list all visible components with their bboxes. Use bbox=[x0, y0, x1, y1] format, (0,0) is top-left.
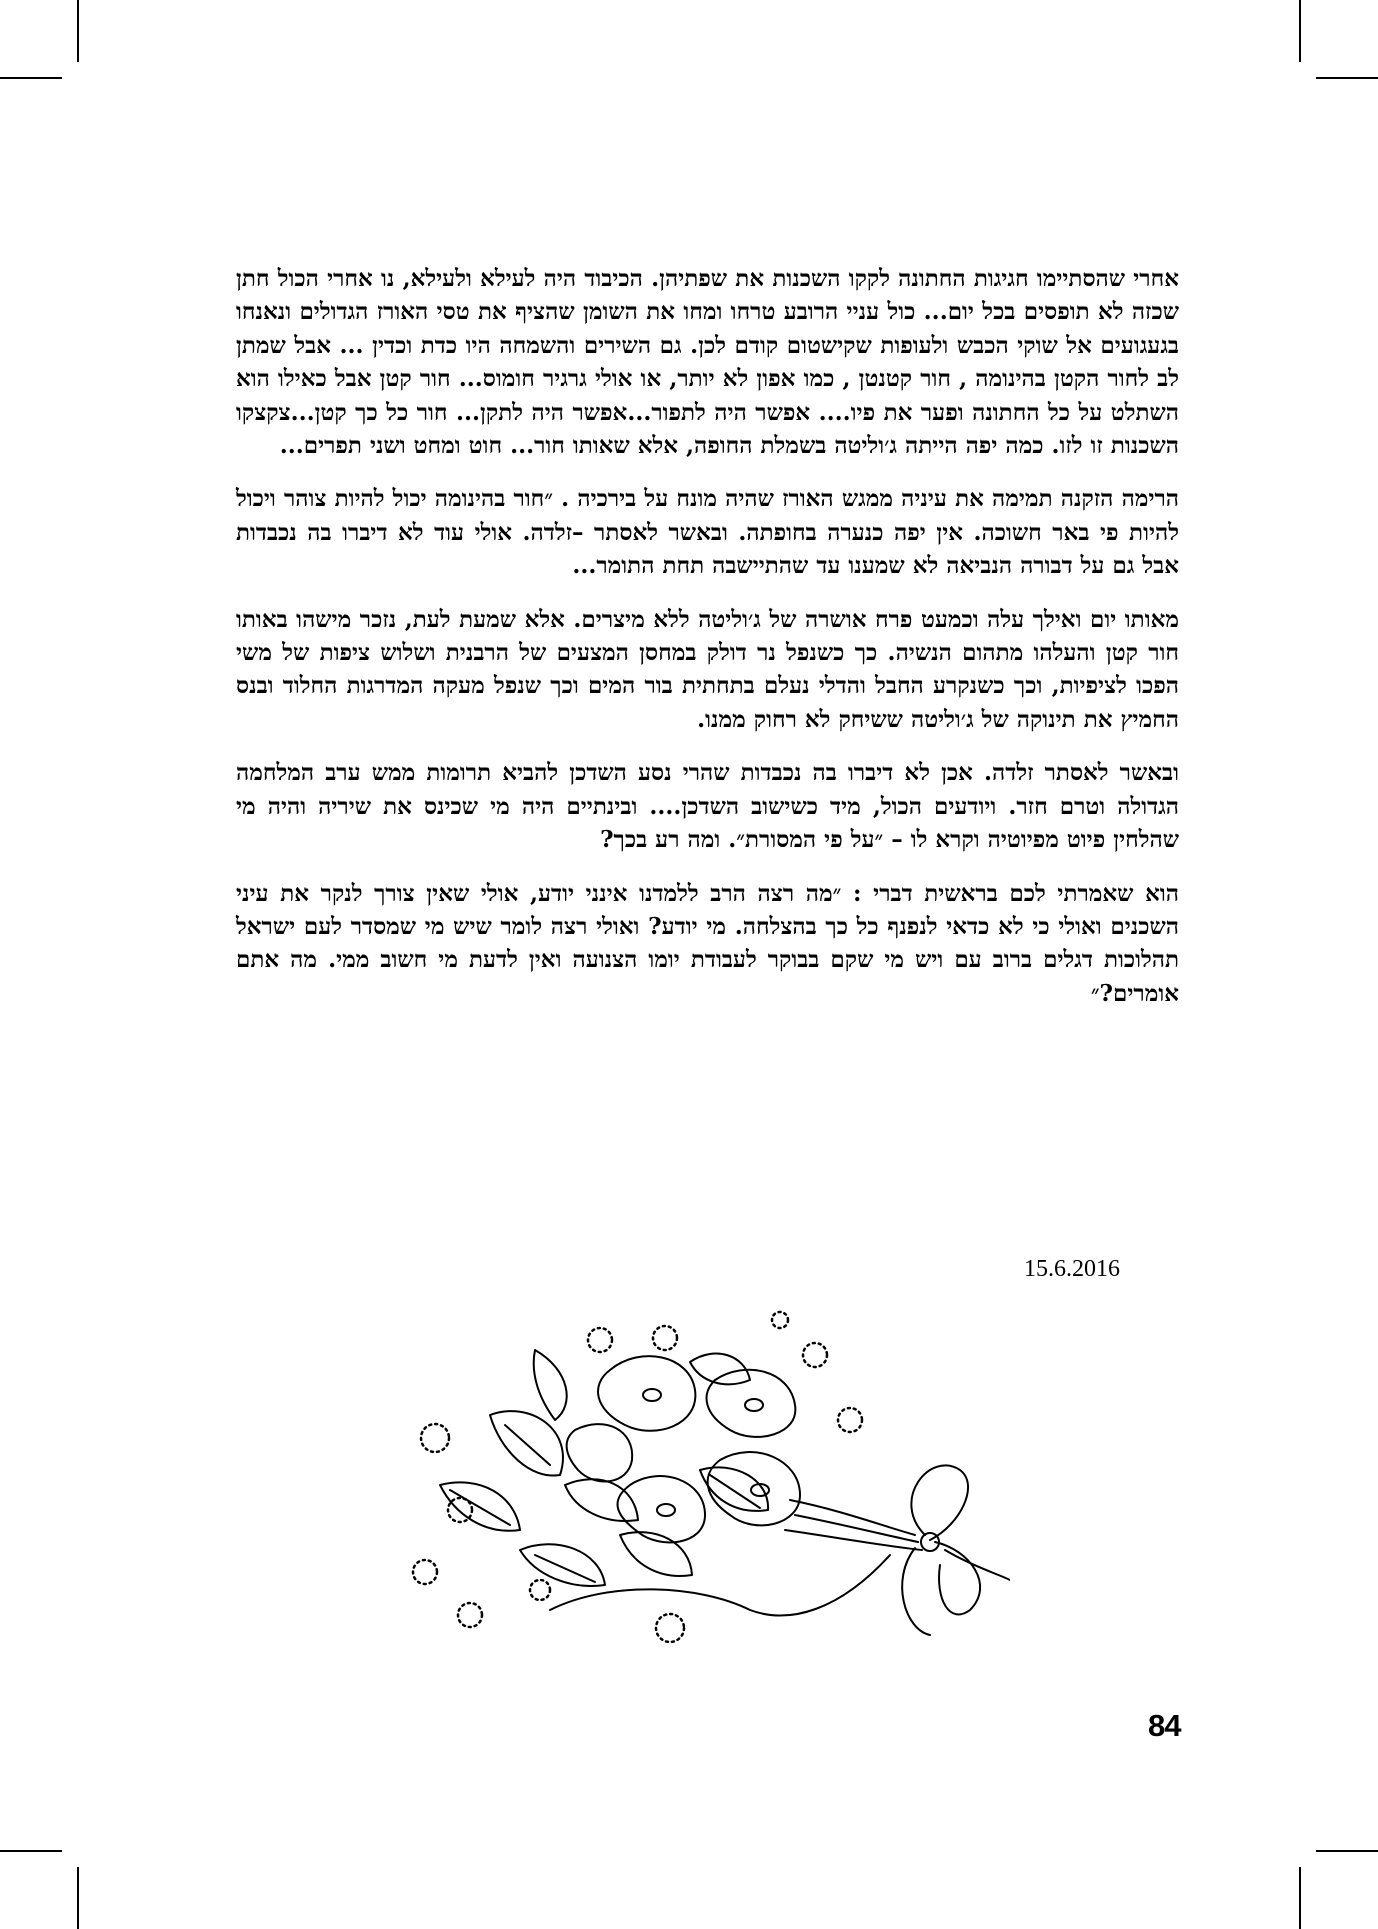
paragraph-4: ובאשר לאסתר זלדה. אכן לא דיברו בה נכבדות שהרי נסע השדכן להביא תרומות ממש ערב המלחמה הגדולה וטרם חזר. ויודעים הכול, מיד כשישוב השדכן.... ובינתיים היה מי שכינס את שיריה והיה מי שהלחין פיוט מפיוטיה וקרא לו – ״על פי המסורת״. ומה רע בכך? bbox=[236, 759, 1179, 854]
stems bbox=[550, 1500, 922, 1615]
crop-mark-bottom-right-horizontal bbox=[1316, 1850, 1378, 1852]
crop-mark-bottom-left-vertical bbox=[77, 1867, 79, 1929]
paragraph-2: הרימה הזקנה תמימה את עיניה ממגש האורז שהיה מונח על בירכיה . ״חור בהינומה יכול להיות צוהר ויכול להיות פי באר חשוכה. אין יפה כנערה בחופתה. ובאשר לאסתר –זלדה. אולי עוד לא דיברו בה נכבדות אבל גם על דבורה הנביאה לא שמענו עד שהתיישבה תחת התומר... bbox=[236, 485, 1179, 580]
crop-mark-top-right-vertical bbox=[1299, 0, 1301, 62]
crop-mark-top-right-horizontal bbox=[1316, 77, 1378, 79]
flower-bouquet-illustration bbox=[370, 1310, 1010, 1650]
paragraph-3: מאותו יום ואילך עלה וכמעט פרח אושרה של ג׳וליטה ללא מיצרים. אלא שמעת לעת, נזכר מישהו באותו חור קטן והעלהו מתהום הנשיה. כך כשנפל נר דולק במחסן המצעים של הרבנית ושלוש ציפות של משי הפכו לציפיות, וכך כשנקרע החבל והדלי נעלם בתחתית בור המים וכך שנפל מעקה המדרגות החלוד ובנס החמיץ את תינוקה של ג׳וליטה ששיחק לא רחוק ממנו. bbox=[236, 605, 1179, 733]
page-number: 84 bbox=[1148, 1708, 1181, 1743]
leaves bbox=[440, 1350, 768, 1586]
paragraph-5: הוא שאמרתי לכם בראשית דברי : ״מה רצה הרב ללמדנו אינני יודע, אולי שאין צורך לנקר את עיני השכנים ואולי כי לא כדאי לנפנף כל כך בהצלחה. מי יודע? ואולי רצה לומר שיש מי שמסדר לעם ישראל תהלוכות דגלים ברוב עם ויש מי שקם בבוקר לעבודת יומו הצנועה ואין לדעת מי חשוב ממי. מה אתם אומרים?״ bbox=[236, 879, 1179, 1007]
crop-mark-bottom-right-vertical bbox=[1299, 1867, 1301, 1929]
flowers bbox=[567, 1356, 800, 1542]
crop-mark-top-left-vertical bbox=[77, 0, 79, 62]
crop-mark-top-left-horizontal bbox=[0, 77, 62, 79]
body-text bbox=[236, 262, 1179, 1030]
date: 15.6.2016 bbox=[1024, 1256, 1120, 1282]
crop-mark-bottom-left-horizontal bbox=[0, 1850, 62, 1852]
paragraph-1: אחרי שהסתיימו חגיגות החתונה לקקו השכנות את שפתיהן. הכיבוד היה לעילא ולעילא, נו אחרי הכול חתן שכזה לא תופסים בכל יום... כול עניי הרובע טרחו ומחו את השומן שהציף את טסי האורז הגדולים ונאנחו בגעגועים אל שוקי הכבש ולעופות שקישטום קודם לכן. גם השירים והשמחה היו כדת וכדין ... אבל שמתן לב לחור הקטן בהינומה , חור קטנטן , כמו אפון לא יותר, או אולי גרגיר חומוס... חור קטן אבל כאילו הוא השתלט על כל החתונה ופער את פיו.... אפשר היה לתפור...אפשר היה לתקן... חור כל כך קטן...צקצקו השכנות זו לזו. כמה יפה הייתה ג׳וליטה בשמלת החופה, אלא שאותו חור... חוט ומחט ושני תפרים... bbox=[236, 265, 1179, 460]
